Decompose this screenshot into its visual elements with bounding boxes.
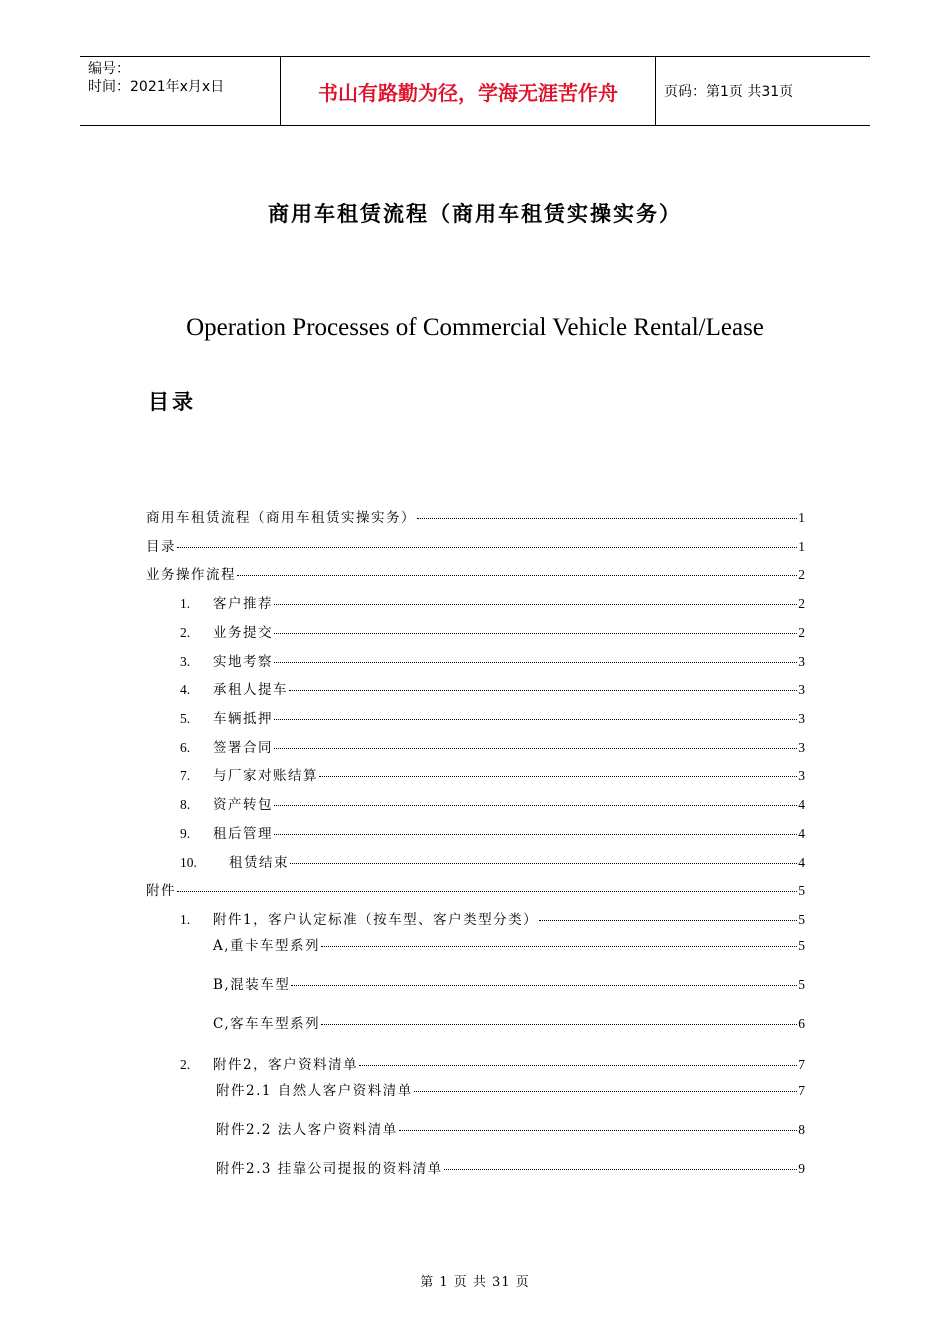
- toc-entry-page: 3: [798, 740, 805, 755]
- toc-entry-label: 租赁结束: [229, 855, 289, 871]
- toc-entry[interactable]: [146, 563, 805, 583]
- toc-entry-number: 3.: [180, 654, 191, 669]
- toc-entry-label: 签署合同: [213, 740, 273, 756]
- toc-entry-label: B,混装车型: [213, 977, 291, 993]
- header-meta: [88, 57, 278, 128]
- toc-entry-page: 1: [798, 510, 805, 525]
- toc-leader-dots: [291, 985, 797, 986]
- toc-entry-page: 2: [798, 596, 805, 611]
- toc-entry-label: 租后管理: [213, 826, 273, 842]
- toc-entry-number: 6.: [180, 740, 191, 755]
- toc-leader-dots: [319, 776, 797, 777]
- toc-entry-number: 2.: [180, 625, 191, 640]
- toc-leader-dots: [177, 547, 797, 548]
- toc-entry[interactable]: [213, 934, 805, 954]
- toc-entry-page: 3: [798, 711, 805, 726]
- toc-entry[interactable]: [180, 592, 805, 612]
- page-header: [80, 56, 870, 126]
- toc-entry-page: 1: [798, 539, 805, 554]
- toc-leader-dots: [274, 633, 797, 634]
- toc-entry-page: 3: [798, 654, 805, 669]
- toc-leader-dots: [177, 891, 797, 892]
- toc-entry[interactable]: [213, 973, 805, 993]
- toc-entry[interactable]: [180, 650, 805, 670]
- document-title: 商用车租赁流程（商用车租赁实操实务）: [268, 201, 682, 226]
- toc-entry-label: 实地考察: [213, 654, 273, 670]
- toc-entry-page: 9: [798, 1161, 805, 1176]
- toc-entry[interactable]: [180, 908, 805, 928]
- toc-leader-dots: [539, 920, 797, 921]
- toc-entry-page: 2: [798, 567, 805, 582]
- toc-entry[interactable]: [216, 1157, 805, 1177]
- toc-entry-label: 附件2.3 挂靠公司提报的资料清单: [216, 1161, 443, 1177]
- toc-entry-label: A,重卡车型系列: [213, 938, 321, 954]
- toc-entry[interactable]: [216, 1118, 805, 1138]
- header-page-indicator: 页码：第1页 共31页: [664, 84, 794, 100]
- toc-leader-dots: [237, 575, 797, 576]
- document-date-label: 时间：2021年x月x日: [88, 79, 225, 95]
- toc-entry-page: 4: [798, 855, 805, 870]
- toc-entry[interactable]: [213, 1012, 805, 1032]
- toc-entry-number: 9.: [180, 826, 191, 841]
- toc-entry-page: 5: [798, 977, 805, 992]
- toc-entry[interactable]: [180, 678, 805, 698]
- toc-leader-dots: [321, 946, 797, 947]
- document-number-label: 编号：: [88, 61, 130, 77]
- toc-entry-label: 承租人提车: [213, 682, 288, 698]
- toc-entry-number: 2.: [180, 1057, 191, 1072]
- toc-entry[interactable]: [180, 851, 805, 871]
- toc-leader-dots: [274, 719, 797, 720]
- toc-entry-number: 5.: [180, 711, 191, 726]
- toc-leader-dots: [289, 690, 797, 691]
- toc-entry[interactable]: [146, 535, 805, 555]
- toc-entry-label: 业务操作流程: [146, 567, 236, 583]
- header-motto: 书山有路勤为径，学海无涯苦作舟: [280, 57, 656, 125]
- toc-entry-label: 车辆抵押: [213, 711, 273, 727]
- toc-entry-label: 附件2.1 自然人客户资料清单: [216, 1083, 413, 1099]
- toc-entry-page: 7: [798, 1057, 805, 1072]
- toc-heading: 目录: [148, 389, 196, 414]
- toc-entry-label: C,客车车型系列: [213, 1016, 321, 1032]
- toc-entry-label: 业务提交: [213, 625, 273, 641]
- toc-entry[interactable]: [180, 764, 805, 784]
- toc-entry-label: 与厂家对账结算: [213, 768, 318, 784]
- document-subtitle: Operation Processes of Commercial Vehicle Rental/Lease: [186, 314, 764, 341]
- toc-entry-page: 5: [798, 938, 805, 953]
- toc-leader-dots: [274, 662, 797, 663]
- toc-entry[interactable]: [146, 506, 805, 526]
- toc-entry-page: 5: [798, 912, 805, 927]
- toc-entry-label: 附件: [146, 883, 176, 899]
- toc-entry[interactable]: [180, 822, 805, 842]
- toc-entry-label: 附件2，客户资料清单: [213, 1057, 359, 1073]
- toc-entry[interactable]: [180, 621, 805, 641]
- page-footer: 第 1 页 共 31 页: [420, 1275, 530, 1290]
- toc-entry[interactable]: [180, 793, 805, 813]
- toc-entry[interactable]: [216, 1079, 805, 1099]
- toc-entry-number: 8.: [180, 797, 191, 812]
- toc-entry-page: 4: [798, 826, 805, 841]
- toc-leader-dots: [290, 863, 797, 864]
- toc-entry-label: 目录: [146, 539, 176, 555]
- toc-leader-dots: [274, 748, 797, 749]
- toc-entry[interactable]: [180, 736, 805, 756]
- toc-entry-page: 8: [798, 1122, 805, 1137]
- toc-entry-number: 1.: [180, 596, 191, 611]
- toc-entry-label: 资产转包: [213, 797, 273, 813]
- toc-entry-page: 3: [798, 768, 805, 783]
- toc-entry-page: 7: [798, 1083, 805, 1098]
- toc-entry-label: 商用车租赁流程（商用车租赁实操实务）: [146, 510, 416, 526]
- toc-entry-page: 2: [798, 625, 805, 640]
- toc-leader-dots: [274, 834, 797, 835]
- toc-entry[interactable]: [180, 707, 805, 727]
- toc-entry[interactable]: [180, 1053, 805, 1073]
- toc-entry-number: 10.: [180, 855, 197, 870]
- toc-entry-number: 4.: [180, 682, 191, 697]
- toc-entry[interactable]: [146, 879, 805, 899]
- toc-leader-dots: [274, 805, 797, 806]
- toc-entry-page: 4: [798, 797, 805, 812]
- toc-entry-label: 客户推荐: [213, 596, 273, 612]
- toc-entry-number: 1.: [180, 912, 191, 927]
- toc-leader-dots: [359, 1065, 797, 1066]
- toc-leader-dots: [444, 1169, 797, 1170]
- toc-leader-dots: [321, 1024, 797, 1025]
- toc-entry-label: 附件2.2 法人客户资料清单: [216, 1122, 398, 1138]
- toc-entry-page: 6: [798, 1016, 805, 1031]
- toc-entry-label: 附件1，客户认定标准（按车型、客户类型分类）: [213, 912, 539, 928]
- toc-leader-dots: [417, 518, 797, 519]
- toc-leader-dots: [414, 1091, 797, 1092]
- toc-entry-page: 5: [798, 883, 805, 898]
- toc-leader-dots: [274, 604, 797, 605]
- toc-leader-dots: [399, 1130, 797, 1131]
- toc-entry-number: 7.: [180, 768, 191, 783]
- toc-entry-page: 3: [798, 682, 805, 697]
